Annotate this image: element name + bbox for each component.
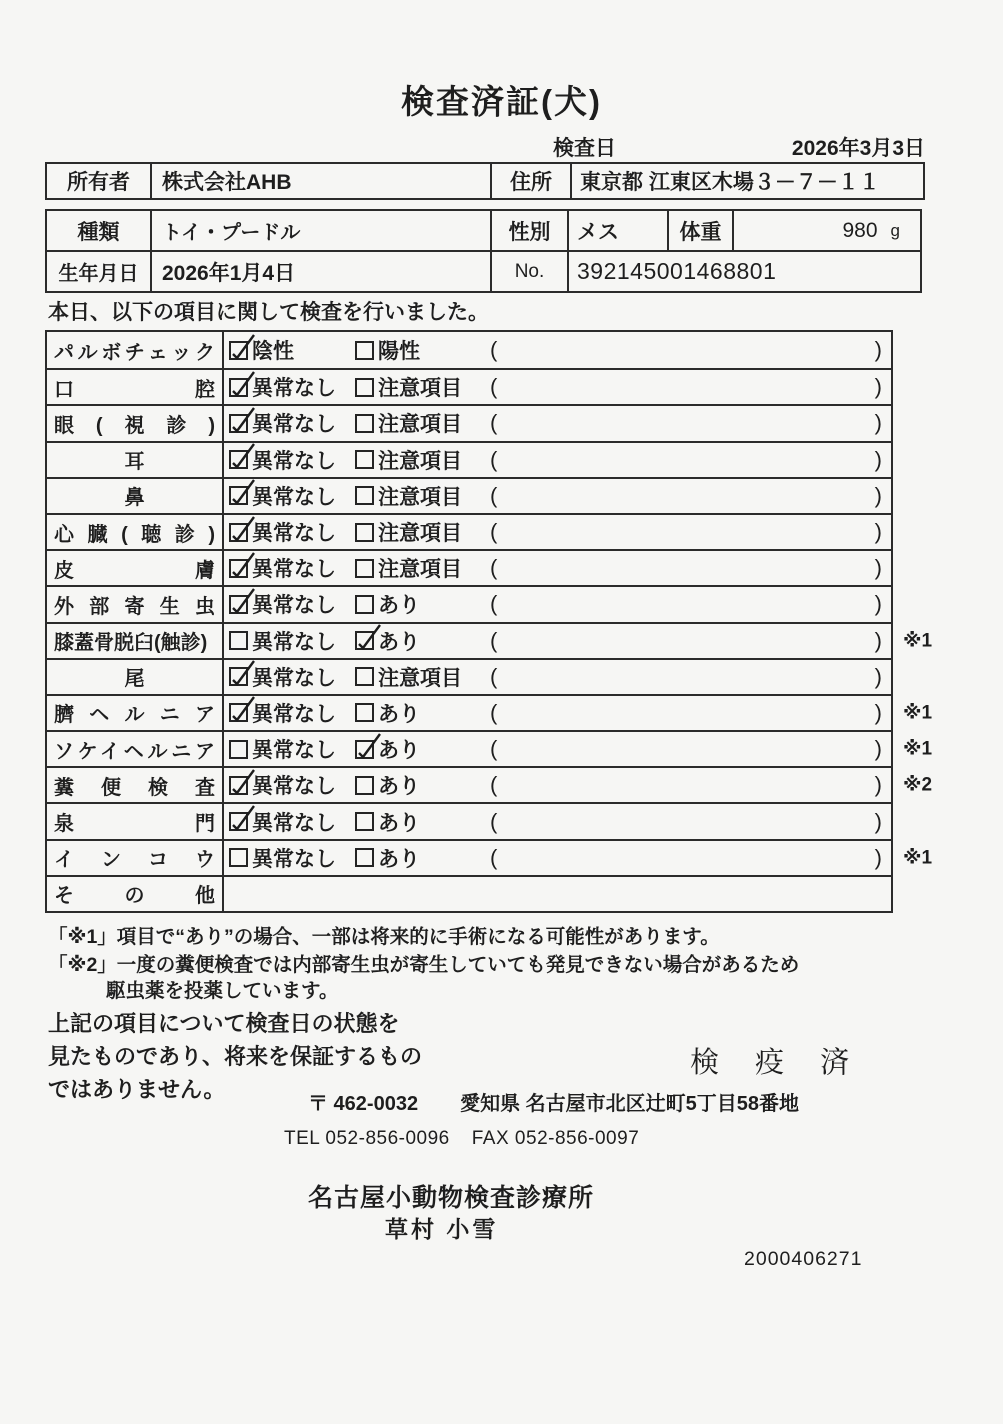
paren-open: ( (490, 627, 498, 653)
option-2-label: あり (378, 594, 420, 618)
inspection-item-cell (47, 587, 224, 621)
inspection-item-label: 口腔 (54, 378, 215, 401)
checkbox-icon[interactable] (355, 595, 374, 614)
checkmark-icon (227, 439, 257, 469)
footnote-2-line1: 「※2」一度の糞便検査では内部寄生虫が寄生していても発見できない場合があるため (48, 954, 800, 976)
option-1-label: 異常なし (252, 775, 336, 799)
paren-close: ) (874, 591, 882, 617)
inspection-item-cell (47, 768, 224, 802)
checkmark-icon (227, 548, 257, 578)
inspection-row (47, 404, 891, 440)
sex-value: メス (567, 211, 667, 250)
inspection-item-cell (47, 841, 224, 875)
option-1-label: 異常なし (252, 811, 336, 835)
inspection-item-label: 糞便検査 (54, 776, 215, 799)
paren-open: ( (490, 374, 498, 400)
address-label: 住所 (490, 164, 570, 198)
pet-table (45, 209, 922, 293)
option-2 (355, 662, 462, 692)
checkmark-icon (227, 765, 257, 795)
option-2 (355, 626, 420, 656)
option-1 (229, 372, 336, 402)
tel-fax-line (284, 1128, 639, 1150)
inspection-row (47, 658, 891, 694)
disclaimer-line: 見たものであり、将来を保証するもの (48, 1044, 423, 1069)
inspection-item-cell (47, 660, 224, 694)
inspection-row (47, 766, 933, 802)
checkmark-icon (227, 330, 257, 360)
option-2 (355, 372, 462, 402)
paren-open: ( (490, 736, 498, 762)
inspection-row (47, 622, 933, 658)
inspection-row-content (224, 841, 933, 875)
weight-value-cell (732, 211, 920, 250)
paren-open: ( (490, 844, 498, 870)
option-1 (229, 807, 336, 837)
postal-code: 〒 462-0032 (308, 1093, 419, 1115)
inspection-row-content (224, 804, 891, 838)
option-2-label: 注意項目 (378, 413, 462, 437)
birth-value: 2026年1月4日 (150, 252, 490, 291)
inspection-row-content (224, 443, 891, 477)
inspection-row-content (224, 551, 891, 585)
owner-table (45, 162, 925, 200)
option-1 (229, 553, 336, 583)
inspection-row (47, 513, 891, 549)
inspection-item-cell (47, 877, 224, 911)
option-2 (355, 734, 420, 764)
checkbox-icon[interactable] (355, 812, 374, 831)
option-1 (229, 445, 336, 475)
option-1 (229, 408, 336, 438)
option-1-label: 異常なし (252, 522, 336, 546)
checkbox-icon[interactable] (355, 486, 374, 505)
paren-open: ( (490, 519, 498, 545)
inspection-item-cell (47, 332, 224, 368)
owner-value: 株式会社AHB (150, 164, 490, 198)
paren-open: ( (490, 446, 498, 472)
inspection-row-content (224, 370, 891, 404)
inspection-row-content (224, 768, 933, 802)
checkbox-icon[interactable] (355, 450, 374, 469)
weight-unit: g (890, 220, 900, 240)
inspection-row (47, 730, 933, 766)
inspection-item-label: 耳 (124, 451, 145, 474)
checkbox-checked-icon[interactable] (229, 378, 248, 397)
option-2-label: あり (378, 630, 420, 654)
inspection-row (47, 839, 933, 875)
disclaimer-line: ではありません。 (48, 1077, 226, 1102)
option-1 (229, 335, 294, 365)
breed-row (47, 211, 920, 250)
checkbox-icon[interactable] (355, 776, 374, 795)
inspection-item-cell (47, 515, 224, 549)
paren-close: ) (874, 555, 882, 581)
checkbox-icon[interactable] (229, 848, 248, 867)
sex-label: 性別 (490, 211, 567, 250)
footnote-2-line2: 駆虫薬を投薬しています。 (106, 980, 339, 1002)
checkbox-checked-icon[interactable] (229, 341, 248, 360)
option-1 (229, 734, 336, 764)
paren-close: ) (874, 699, 882, 725)
checkmark-icon (227, 403, 257, 433)
paren-close: ) (874, 446, 882, 472)
inspection-item-cell (47, 624, 224, 658)
no-label: No. (490, 252, 567, 291)
inspection-item-label: 心臓(聴診) (54, 523, 215, 546)
inspection-row-content (224, 515, 891, 549)
option-1 (229, 626, 336, 656)
inspection-item-label: 眼(視診) (54, 414, 215, 437)
checkbox-icon[interactable] (355, 703, 374, 722)
inspection-item-cell (47, 732, 224, 766)
checkbox-icon[interactable] (355, 848, 374, 867)
checkmark-icon (227, 475, 257, 505)
option-2-label: 注意項目 (378, 449, 462, 473)
paren-close: ) (874, 808, 882, 834)
inspection-item-label: 外部寄生虫 (54, 595, 215, 618)
inspection-item-cell (47, 696, 224, 730)
paren-open: ( (490, 772, 498, 798)
inspection-row-content (224, 479, 891, 513)
weight-value: 980 (842, 218, 878, 242)
checkbox-checked-icon[interactable] (229, 523, 248, 542)
inspection-date-label: 検査日 (553, 137, 616, 160)
paren-open: ( (490, 555, 498, 581)
inspection-row (47, 694, 933, 730)
checkbox-checked-icon[interactable] (229, 812, 248, 831)
option-2 (355, 517, 462, 547)
address-text: 愛知県 名古屋市北区辻町5丁目58番地 (460, 1093, 800, 1115)
option-1 (229, 843, 336, 873)
option-1 (229, 517, 336, 547)
inspection-item-cell (47, 406, 224, 440)
inspection-row-content (224, 696, 933, 730)
inspection-item-label: 皮膚 (54, 559, 215, 582)
paren-open: ( (490, 663, 498, 689)
row-note: ※1 (903, 630, 933, 652)
row-note: ※1 (903, 847, 933, 869)
checkbox-checked-icon[interactable] (229, 776, 248, 795)
inspection-row-content (224, 877, 891, 911)
inspection-row (47, 802, 891, 838)
paren-open: ( (490, 591, 498, 617)
option-2 (355, 698, 420, 728)
inspection-row (47, 549, 891, 585)
option-2-label: 注意項目 (378, 558, 462, 582)
option-1-label: 陰性 (252, 340, 294, 364)
option-2 (355, 589, 420, 619)
inspection-item-label: パルボチェック (54, 341, 215, 364)
checkbox-checked-icon[interactable] (229, 595, 248, 614)
option-1-label: 異常なし (252, 702, 336, 726)
option-2-label: 陽性 (378, 340, 420, 364)
option-1-label: 異常なし (252, 630, 336, 654)
checkbox-checked-icon[interactable] (229, 703, 248, 722)
paren-close: ) (874, 410, 882, 436)
option-1-label: 異常なし (252, 739, 336, 763)
paren-close: ) (874, 627, 882, 653)
paren-close: ) (874, 844, 882, 870)
birth-label: 生年月日 (58, 263, 139, 285)
option-2-label: 注意項目 (378, 522, 462, 546)
option-1-label: 異常なし (252, 558, 336, 582)
option-1-label: 異常なし (252, 413, 336, 437)
checkbox-checked-icon[interactable] (355, 740, 374, 759)
checkbox-checked-icon[interactable] (229, 486, 248, 505)
intro-text: 本日、以下の項目に関して検査を行いました。 (48, 301, 489, 324)
checkmark-icon (353, 620, 383, 650)
option-1-label: 異常なし (252, 485, 336, 509)
disclaimer-line: 上記の項目について検査日の状態を (48, 1011, 400, 1036)
serial-number: 2000406271 (744, 1248, 863, 1270)
option-2-label: 注意項目 (378, 377, 462, 401)
paren-close: ) (874, 736, 882, 762)
paren-open: ( (490, 337, 498, 363)
checkbox-icon[interactable] (355, 559, 374, 578)
page-title: 検査済証(犬) (401, 83, 602, 120)
option-2-label: あり (378, 775, 420, 799)
owner-row (47, 164, 923, 198)
checkbox-icon[interactable] (355, 341, 374, 360)
inspection-item-label: 臍ヘルニア (54, 704, 215, 727)
footnote-1: 「※1」項目で“あり”の場合、一部は将来的に手術になる可能性があります。 (48, 926, 720, 948)
row-note: ※2 (903, 774, 933, 796)
checkmark-icon (353, 729, 383, 759)
inspection-item-label: 鼻 (124, 487, 145, 510)
option-1 (229, 662, 336, 692)
inspection-row-content (224, 332, 891, 368)
option-2 (355, 807, 420, 837)
checkbox-checked-icon[interactable] (229, 559, 248, 578)
no-value: 392145001468801 (567, 252, 920, 291)
option-1 (229, 589, 336, 619)
row-note: ※1 (903, 738, 933, 760)
inspection-row (47, 875, 891, 911)
checkbox-checked-icon[interactable] (229, 414, 248, 433)
option-2 (355, 843, 420, 873)
checkbox-icon[interactable] (355, 667, 374, 686)
checkbox-icon[interactable] (355, 523, 374, 542)
inspection-row (47, 332, 891, 368)
examiner-name: 草村 小雪 (385, 1216, 499, 1242)
inspection-row-content (224, 660, 891, 694)
inspection-item-label: 尾 (124, 668, 145, 691)
checkmark-icon (227, 692, 257, 722)
checkmark-icon (227, 584, 257, 614)
option-2 (355, 553, 462, 583)
checkbox-icon[interactable] (229, 740, 248, 759)
option-1 (229, 770, 336, 800)
option-2-label: あり (378, 811, 420, 835)
tel-number: TEL 052-856-0096 (284, 1128, 450, 1149)
inspection-item-label: 泉門 (54, 813, 215, 836)
option-2 (355, 445, 462, 475)
option-1-label: 異常なし (252, 377, 336, 401)
checkbox-icon[interactable] (355, 378, 374, 397)
option-1-label: 異常なし (252, 847, 336, 871)
option-2-label: あり (378, 702, 420, 726)
option-2 (355, 408, 462, 438)
quarantine-stamp: 検 疫 済 (690, 1047, 864, 1079)
checkbox-checked-icon[interactable] (355, 631, 374, 650)
option-2-label: 注意項目 (378, 485, 462, 509)
option-2-label: あり (378, 739, 420, 763)
inspection-row (47, 441, 891, 477)
checkmark-icon (227, 367, 257, 397)
checkbox-checked-icon[interactable] (229, 667, 248, 686)
inspection-item-cell (47, 479, 224, 513)
option-1-label: 異常なし (252, 594, 336, 618)
inspection-row (47, 477, 891, 513)
option-1 (229, 481, 336, 511)
inspection-row-content (224, 624, 933, 658)
breed-label: 種類 (77, 220, 120, 244)
clinic-address-line (308, 1087, 799, 1116)
paren-open: ( (490, 808, 498, 834)
inspection-item-cell (47, 804, 224, 838)
checkmark-icon (227, 512, 257, 542)
option-2 (355, 335, 420, 365)
inspection-item-cell (47, 370, 224, 404)
inspection-item-label: その他 (54, 885, 215, 908)
breed-value: トイ・プードル (150, 211, 490, 250)
inspection-table (45, 330, 933, 913)
paren-close: ) (874, 772, 882, 798)
paren-open: ( (490, 482, 498, 508)
inspection-row-content (224, 587, 891, 621)
paren-open: ( (490, 699, 498, 725)
paren-close: ) (874, 337, 882, 363)
weight-label: 体重 (667, 211, 732, 250)
paren-close: ) (874, 519, 882, 545)
checkmark-icon (227, 656, 257, 686)
fax-number: FAX 052-856-0097 (471, 1128, 640, 1149)
inspection-item-cell (47, 443, 224, 477)
row-note: ※1 (903, 702, 933, 724)
paren-close: ) (874, 374, 882, 400)
option-2-label: あり (378, 847, 420, 871)
clinic-name: 名古屋小動物検査診療所 (308, 1184, 595, 1212)
birth-row (47, 250, 920, 291)
inspection-date-value: 2026年3月3日 (791, 137, 925, 160)
option-1-label: 異常なし (252, 666, 336, 690)
paren-open: ( (490, 410, 498, 436)
checkbox-icon[interactable] (229, 631, 248, 650)
option-1 (229, 698, 336, 728)
inspection-item-cell (47, 551, 224, 585)
checkmark-icon (227, 801, 257, 831)
inspection-row-content (224, 406, 891, 440)
inspection-row (47, 368, 891, 404)
owner-label: 所有者 (67, 171, 130, 194)
option-2-label: 注意項目 (378, 666, 462, 690)
checkbox-checked-icon[interactable] (229, 450, 248, 469)
inspection-row-content (224, 732, 933, 766)
option-2 (355, 770, 420, 800)
address-value: 東京都 江東区木場３－７－１１ (570, 164, 923, 198)
inspection-item-label: インコウ (54, 849, 215, 872)
inspection-row (47, 585, 891, 621)
option-2 (355, 481, 462, 511)
inspection-item-label: ソケイヘルニア (54, 740, 215, 763)
inspection-item-label: 膝蓋骨脱臼(触診) (54, 632, 208, 655)
option-1-label: 異常なし (252, 449, 336, 473)
checkbox-icon[interactable] (355, 414, 374, 433)
paren-close: ) (874, 482, 882, 508)
paren-close: ) (874, 663, 882, 689)
